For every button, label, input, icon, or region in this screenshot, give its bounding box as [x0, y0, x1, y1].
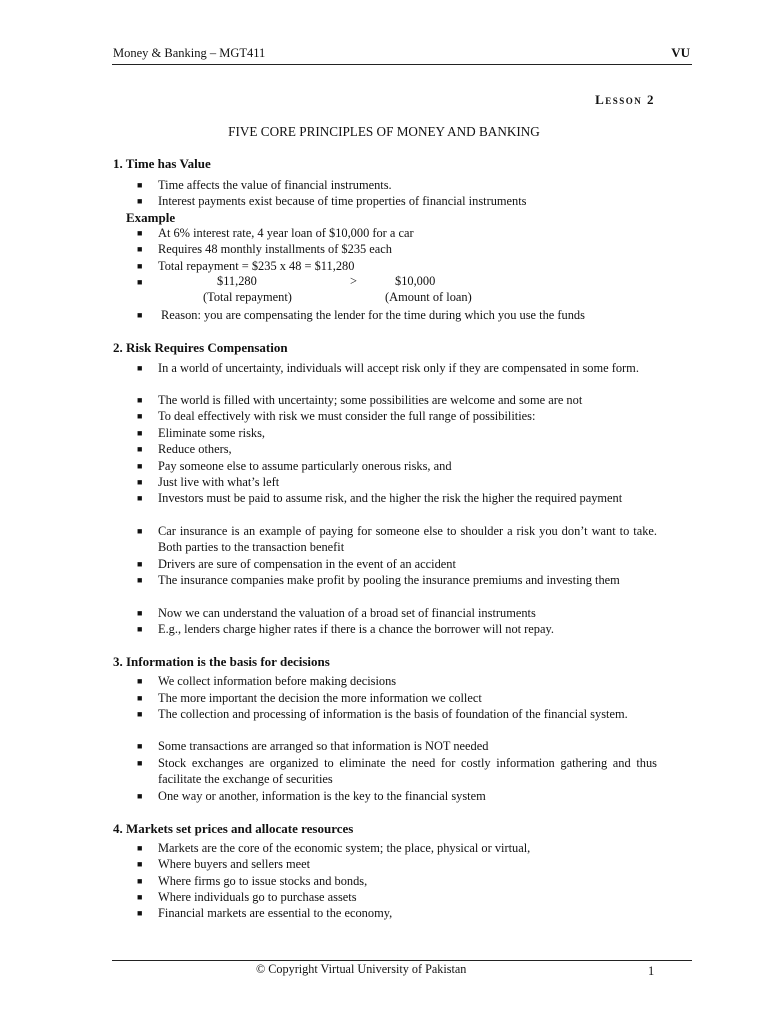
- bullet-icon: ■: [137, 444, 143, 454]
- vu-logo-text: VU: [671, 45, 690, 60]
- list-item: ■ In a world of uncertainty, individuals will accept risk only if they are compensated in some form.: [137, 361, 639, 375]
- bullet-icon: ■: [137, 493, 143, 503]
- list-item: ■ At 6% interest rate, 4 year loan of $10,000 for a car: [137, 226, 414, 240]
- copyright-text: © Copyright Virtual University of Pakistan: [256, 962, 467, 976]
- bullet-icon: ■: [137, 876, 143, 886]
- bullet-icon: ■: [137, 228, 143, 238]
- list-item: ■ Drivers are sure of compensation in the event of an accident: [137, 557, 456, 571]
- bullet-icon: ■: [137, 526, 143, 536]
- list-item: ■ Investors must be paid to assume risk, and the higher the risk the higher the required payment: [137, 491, 623, 505]
- bullet-icon: ■: [137, 624, 143, 634]
- list-item: ■ Pay someone else to assume particularly onerous risks, and: [137, 459, 452, 473]
- comparison-left-value: $11,280: [217, 274, 257, 288]
- list-item: ■ Markets are the core of the economic system; the place, physical or virtual,: [137, 841, 531, 855]
- bullet-icon: ■: [137, 277, 143, 287]
- list-item: ■ Total repayment = $235 x 48 = $11,280: [137, 259, 355, 273]
- list-item: ■ The more important the decision the more information we collect: [137, 691, 482, 705]
- list-item: ■ Time affects the value of financial instruments.: [137, 178, 392, 192]
- list-item: ■ The collection and processing of information is the basis of foundation of the financial system.: [137, 707, 628, 721]
- bullet-icon: ■: [137, 575, 143, 585]
- bullet-icon: ■: [137, 741, 143, 751]
- course-title: Money & Banking – MGT411: [113, 46, 266, 60]
- bullet-icon: ■: [137, 892, 143, 902]
- bullet-icon: ■: [137, 261, 143, 271]
- list-item: ■ Eliminate some risks,: [137, 426, 266, 440]
- list-item: ■ One way or another, information is the key to the financial system: [137, 789, 486, 803]
- bullet-icon: ■: [137, 461, 143, 471]
- bullet-icon: ■: [137, 196, 143, 206]
- list-item: ■ Now we can understand the valuation of a broad set of financial instruments: [137, 606, 536, 620]
- list-item: ■ Financial markets are essential to the economy,: [137, 906, 393, 920]
- bullet-icon: ■: [137, 180, 143, 190]
- comparison-right-caption: (Amount of loan): [385, 290, 472, 304]
- bullet-icon: ■: [137, 843, 143, 853]
- comparison-operator: >: [350, 274, 357, 288]
- bullet-icon: ■: [137, 477, 143, 487]
- list-item: ■ Just live with what’s left: [137, 475, 280, 489]
- list-item: ■ Interest payments exist because of time properties of financial instruments: [137, 194, 527, 208]
- section-heading: 1. Time has Value: [113, 156, 211, 171]
- list-item: ■ The world is filled with uncertainty; some possibilities are welcome and some are not: [137, 393, 583, 407]
- header-divider: [112, 64, 692, 65]
- example-label: Example: [126, 210, 176, 225]
- lesson-label: Lesson 2: [595, 92, 655, 107]
- list-item: ■ Reason: you are compensating the lender for the time during which you use the funds: [137, 308, 585, 322]
- bullet-icon: ■: [137, 676, 143, 686]
- page-number: 1: [648, 964, 655, 978]
- list-item: ■ To deal effectively with risk we must consider the full range of possibilities:: [137, 409, 536, 423]
- list-item: ■ Some transactions are arranged so that information is NOT needed: [137, 739, 489, 753]
- list-item: ■ Requires 48 monthly installments of $235 each: [137, 242, 393, 256]
- section-heading: 4. Markets set prices and allocate resources: [113, 821, 354, 836]
- bullet-icon: ■: [137, 244, 143, 254]
- list-item: ■ Where firms go to issue stocks and bonds,: [137, 874, 368, 888]
- bullet-icon: ■: [137, 709, 143, 719]
- list-item: ■ Where individuals go to purchase assets: [137, 890, 357, 904]
- list-item: ■ Stock exchanges are organized to eliminate the need for costly information gathering and thus facilitate the exchange of securities: [137, 756, 657, 787]
- bullet-icon: ■: [137, 693, 143, 703]
- bullet-icon: ■: [137, 791, 143, 801]
- bullet-icon: ■: [137, 428, 143, 438]
- bullet-icon: ■: [137, 859, 143, 869]
- footer-divider: [112, 960, 692, 961]
- list-item: ■ E.g., lenders charge higher rates if there is a chance the borrower will not repay.: [137, 622, 554, 636]
- bullet-icon: ■: [137, 758, 143, 768]
- bullet-icon: ■: [137, 608, 143, 618]
- list-item: ■ The insurance companies make profit by pooling the insurance premiums and investing them: [137, 573, 620, 587]
- bullet-icon: ■: [137, 411, 143, 421]
- bullet-icon: ■: [137, 310, 143, 320]
- bullet-icon: ■: [137, 395, 143, 405]
- bullet-icon: ■: [137, 908, 143, 918]
- bullet-icon: ■: [137, 363, 143, 373]
- section-heading: 2. Risk Requires Compensation: [113, 340, 288, 355]
- list-item: ■ We collect information before making decisions: [137, 674, 397, 688]
- comparison-right-value: $10,000: [395, 274, 436, 288]
- page-title: FIVE CORE PRINCIPLES OF MONEY AND BANKING: [228, 124, 540, 139]
- bullet-icon: ■: [137, 559, 143, 569]
- section-heading: 3. Information is the basis for decisions: [113, 654, 330, 669]
- list-item: ■ Reduce others,: [137, 442, 232, 456]
- list-item: ■ Where buyers and sellers meet: [137, 857, 311, 871]
- list-item: ■ Car insurance is an example of paying for someone else to shoulder a risk you don’t want to take. Both parties to the transaction benefit: [137, 524, 657, 555]
- comparison-left-caption: (Total repayment): [203, 290, 292, 304]
